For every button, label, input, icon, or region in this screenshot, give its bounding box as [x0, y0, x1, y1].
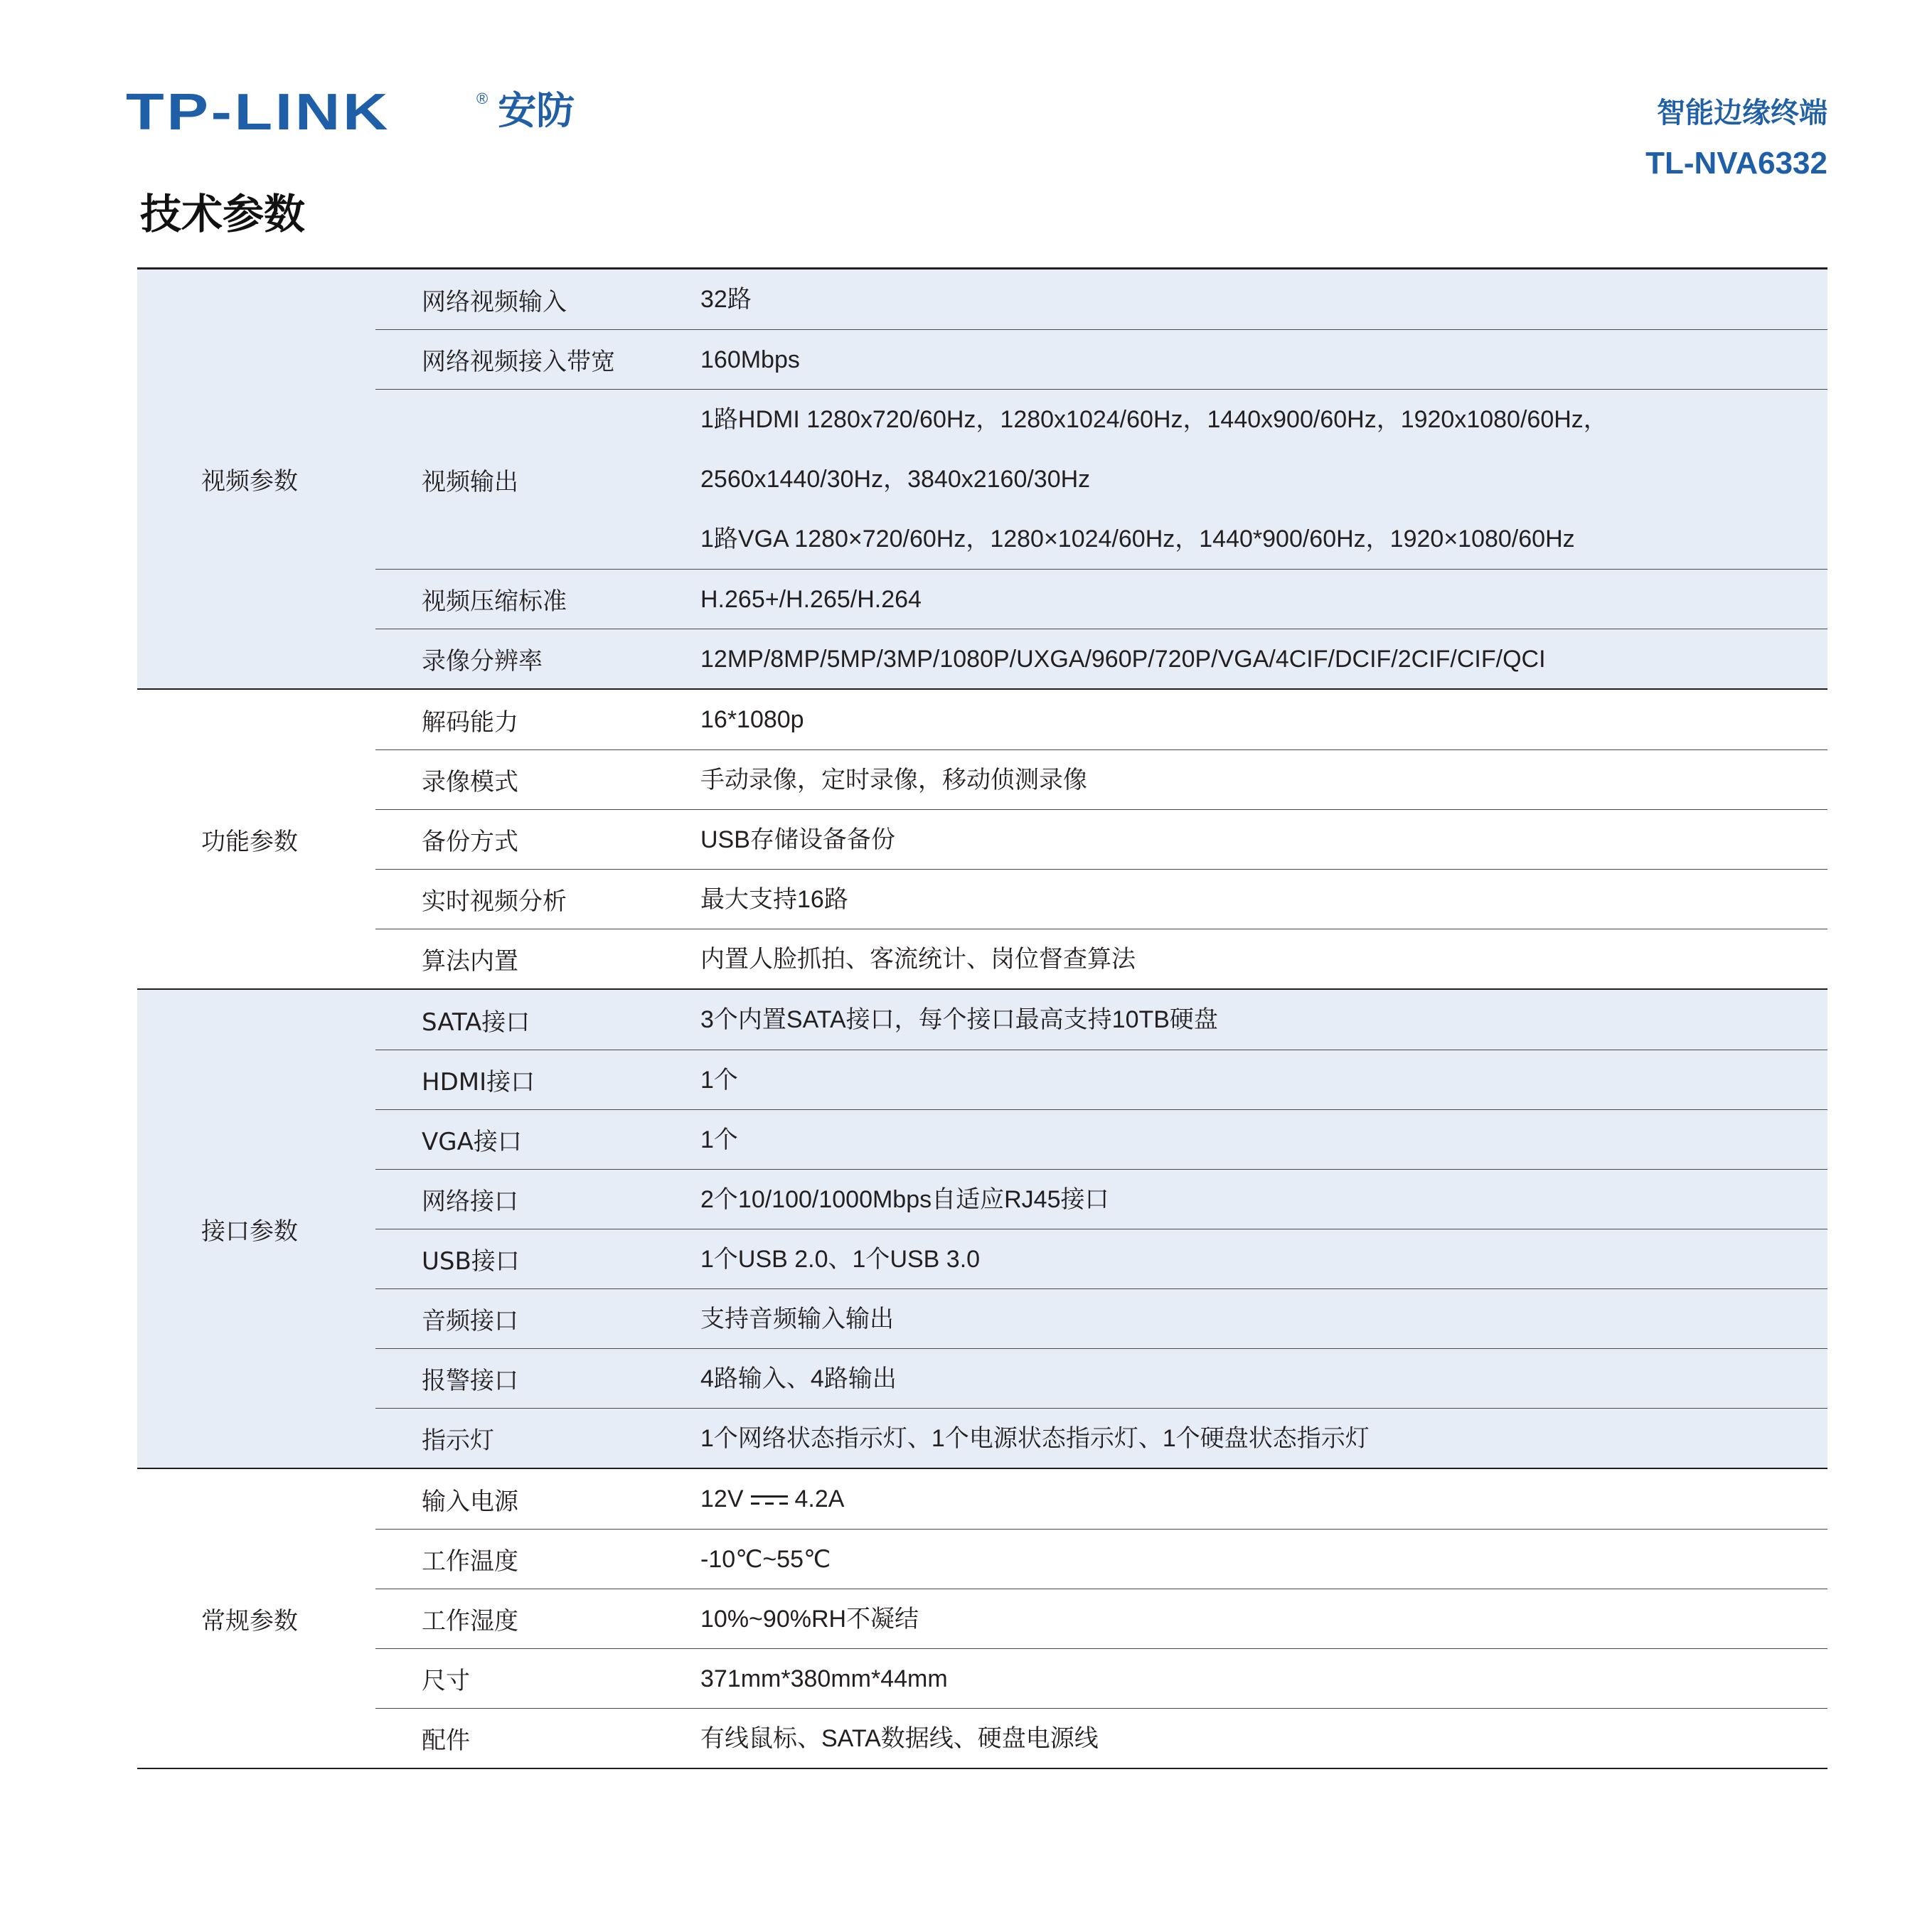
value-line [700, 1530, 1827, 1589]
spec-row [375, 629, 1827, 688]
value-line [700, 1589, 1827, 1649]
param-name: 网络视频输入 [422, 287, 567, 316]
value-line [700, 1409, 1827, 1468]
param-value [700, 1110, 1827, 1170]
spec-row [375, 690, 1827, 749]
logo-wordmark: TP-LINK [126, 84, 391, 141]
value-line [700, 690, 1827, 749]
value-text: -10℃~55℃ [700, 1545, 831, 1573]
value-line [700, 570, 1827, 629]
value-line [700, 1050, 1827, 1110]
spec-row [375, 869, 1827, 929]
param-value [700, 1649, 1827, 1709]
value-text: 371mm*380mm*44mm [700, 1665, 948, 1692]
value-text: 最大支持16路 [700, 885, 848, 913]
param-name: 网络视频接入带宽 [422, 348, 615, 376]
spec-row [375, 389, 1827, 569]
spec-table [137, 267, 1827, 1769]
param-name: 录像模式 [422, 768, 518, 796]
value-line [700, 330, 1827, 390]
param-value [700, 1469, 1827, 1529]
spec-row [375, 329, 1827, 389]
param-value [700, 1530, 1827, 1589]
spec-row [375, 1589, 1827, 1648]
value-text: 1路VGA 1280×720/60Hz，1280×1024/60Hz，1440*900/60Hz，1920×1080/60Hz [700, 525, 1575, 553]
param-value [700, 1409, 1827, 1468]
param-name: VGA接口 [422, 1128, 522, 1156]
group-rows [375, 269, 1827, 688]
value-text: 32路 [700, 286, 752, 313]
param-value [700, 269, 1827, 329]
product-header [1645, 92, 1827, 186]
spec-row [375, 929, 1827, 988]
value-line [700, 990, 1827, 1050]
spec-row [375, 1648, 1827, 1708]
spec-row [375, 809, 1827, 869]
param-value [700, 330, 1827, 390]
value-line [700, 1709, 1827, 1768]
param-name: 报警接口 [422, 1367, 518, 1395]
tp-link-logo [126, 84, 575, 141]
value-text: 12MP/8MP/5MP/3MP/1080P/UXGA/960P/720P/VGA/4CIF/DCIF/2CIF/CIF/QCI [700, 645, 1546, 673]
value-text: 3个内置SATA接口，每个接口最高支持10TB硬盘 [700, 1006, 1218, 1033]
spec-row [375, 749, 1827, 809]
value-text: 2560x1440/30Hz，3840x2160/30Hz [700, 466, 1091, 493]
value-line [700, 509, 1827, 569]
product-category: 智能边缘终端 [1657, 97, 1827, 129]
value-text: 4路输入、4路输出 [700, 1365, 897, 1392]
value-line [700, 1649, 1827, 1709]
param-value [700, 1050, 1827, 1110]
value-line [700, 1110, 1827, 1170]
param-value [700, 629, 1827, 689]
spec-row [375, 1469, 1827, 1529]
param-name: 指示灯 [422, 1426, 494, 1455]
value-line [700, 1170, 1827, 1229]
value-line [700, 929, 1827, 989]
param-name: HDMI接口 [422, 1068, 535, 1096]
param-value [700, 1289, 1827, 1349]
value-text: 1个网络状态指示灯、1个电源状态指示灯、1个硬盘状态指示灯 [700, 1424, 1370, 1452]
value-line [700, 1349, 1827, 1409]
value-text: 1个USB 2.0、1个USB 3.0 [700, 1245, 981, 1273]
value-line [700, 870, 1827, 929]
group-name: 视频参数 [201, 467, 298, 496]
value-text: 内置人脸抓拍、客流统计、岗位督查算法 [700, 945, 1136, 973]
spec-row [375, 1288, 1827, 1348]
param-value [700, 990, 1827, 1050]
spec-row [375, 1109, 1827, 1169]
value-line [700, 449, 1827, 509]
param-value [700, 1229, 1827, 1289]
param-name: 工作温度 [422, 1547, 518, 1576]
spec-group [137, 690, 1827, 990]
param-value [700, 1589, 1827, 1649]
value-text: 手动录像，定时录像，移动侦测录像 [700, 766, 1087, 794]
value-text: 1个 [700, 1066, 738, 1094]
param-name: 视频压缩标准 [422, 587, 567, 616]
value-line [700, 810, 1827, 870]
value-text: USB存储设备备份 [700, 826, 895, 853]
param-name: 备份方式 [422, 828, 518, 856]
value-text: 有线鼠标、SATA数据线、硬盘电源线 [700, 1724, 1099, 1752]
value-text: 1路HDMI 1280x720/60Hz，1280x1024/60Hz，1440x900/60Hz，1920x1080/60Hz， [700, 406, 1608, 433]
value-text: 4.2A [794, 1485, 845, 1512]
param-name: USB接口 [422, 1247, 520, 1276]
logo-suffix: 安防 [498, 88, 575, 133]
param-name: 算法内置 [422, 947, 518, 976]
spec-row [375, 569, 1827, 629]
value-text: 2个10/100/1000Mbps自适应RJ45接口 [700, 1185, 1109, 1213]
value-text: H.265+/H.265/H.264 [700, 585, 922, 613]
value-line [700, 1229, 1827, 1289]
group-rows [375, 990, 1827, 1468]
param-name: 音频接口 [422, 1307, 518, 1335]
spec-row [375, 1529, 1827, 1589]
param-name: 录像分辨率 [422, 647, 543, 676]
param-value [700, 870, 1827, 929]
group-rows [375, 690, 1827, 988]
param-value [700, 1709, 1827, 1768]
param-value [700, 929, 1827, 989]
value-line [700, 1469, 1827, 1529]
spec-row [375, 1348, 1827, 1408]
param-value [700, 1349, 1827, 1409]
param-value [700, 1170, 1827, 1229]
spec-row [375, 269, 1827, 329]
spec-group [137, 269, 1827, 690]
group-name: 功能参数 [201, 827, 298, 856]
spec-row [375, 1408, 1827, 1468]
param-name: 网络接口 [422, 1188, 518, 1216]
value-text: 16*1080p [700, 706, 804, 733]
param-name: SATA接口 [422, 1008, 530, 1037]
value-line [700, 390, 1827, 449]
param-name: 实时视频分析 [422, 887, 567, 916]
group-rows [375, 1469, 1827, 1768]
param-name: 配件 [422, 1726, 470, 1755]
value-line [700, 269, 1827, 329]
spec-group [137, 990, 1827, 1469]
value-text: 支持音频输入输出 [700, 1305, 894, 1333]
param-name: 视频输出 [422, 467, 518, 496]
value-text: 12V [700, 1485, 744, 1512]
param-value [700, 690, 1827, 749]
dc-symbol-icon [751, 1493, 788, 1508]
value-text: 10%~90%RH不凝结 [700, 1605, 919, 1633]
param-name: 尺寸 [422, 1667, 470, 1695]
product-model: TL-NVA6332 [1645, 146, 1827, 181]
value-line [700, 1289, 1827, 1349]
spec-row [375, 1169, 1827, 1229]
value-text: 1个 [700, 1126, 738, 1153]
param-name: 输入电源 [422, 1487, 518, 1516]
spec-row [375, 1229, 1827, 1288]
value-line [700, 629, 1827, 689]
spec-row [375, 990, 1827, 1050]
spec-row [375, 1708, 1827, 1768]
value-line [700, 750, 1827, 810]
param-value [700, 570, 1827, 629]
param-name: 解码能力 [422, 708, 518, 737]
group-name: 接口参数 [201, 1217, 298, 1246]
param-name: 工作湿度 [422, 1607, 518, 1635]
param-value [700, 750, 1827, 810]
page-title: 技术参数 [140, 190, 306, 238]
param-value [700, 810, 1827, 870]
spec-row [375, 1050, 1827, 1109]
group-name: 常规参数 [201, 1606, 298, 1635]
spec-group [137, 1469, 1827, 1769]
value-text: 160Mbps [700, 346, 800, 373]
registered-mark: ® [476, 90, 489, 107]
param-value [700, 390, 1827, 569]
